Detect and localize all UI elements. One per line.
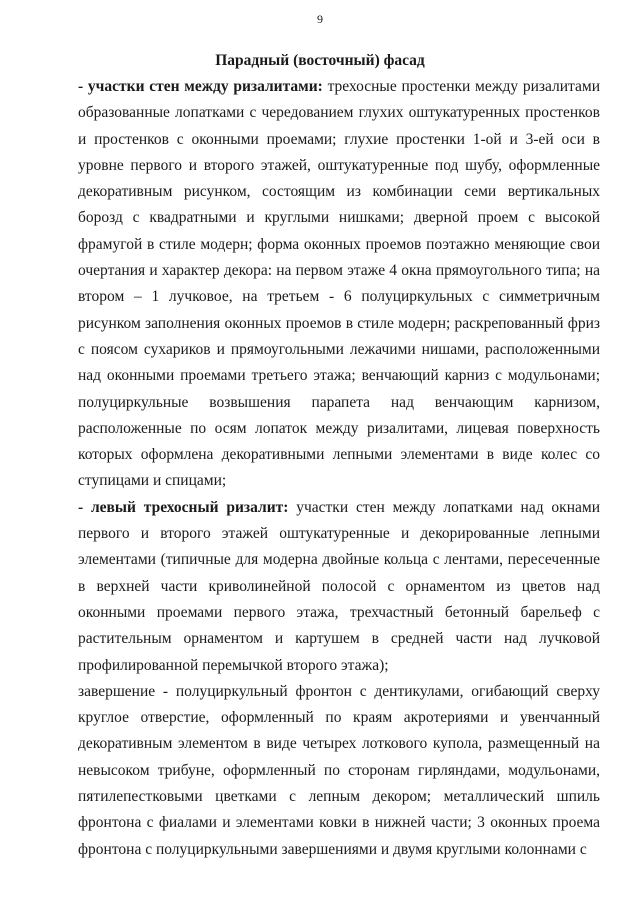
page-number: 9 bbox=[317, 12, 323, 26]
paragraph-left-risalit bbox=[78, 495, 600, 679]
paragraph-text: завершение - полуциркульный фронтон с дентикулами, огибающий сверху круглое отверстие, оформленный по краям акротериями и увенчанный декоративным элементом в виде четырех лоткового купола, размещенный на невысоком трибуне, оформленный по сторонам гирляндами, модульонами, пятилепестковыми цветками с лепным декором; металлический шпиль фронтона с фиалами и элементами ковки в нижней части; 3 оконных проема фронтона с полуциркульными завершениями и двумя круглыми колоннами с bbox=[78, 682, 600, 858]
paragraph-lead: - участки стен между ризалитами: bbox=[78, 78, 323, 95]
paragraph-completion bbox=[78, 679, 600, 863]
section-heading: Парадный (восточный) фасад bbox=[215, 52, 425, 69]
paragraph-text: участки стен между лопатками над окнами первого и второго этажей оштукатуренные и декорированные лепными элементами (типичные для модерна двойные кольца с лентами, пересеченные в верхней части криволинейной полосой с орнаментом из цветов над оконными проемами первого этажа, трехчастный бетонный барельеф с растительным орнаментом и картушем в средней части над лучковой профилированной перемычкой второго этажа); bbox=[78, 498, 600, 674]
body-text bbox=[78, 74, 600, 863]
paragraph-walls-between-risalits bbox=[78, 74, 600, 495]
paragraph-lead: - левый трехосный ризалит: bbox=[78, 498, 289, 516]
paragraph-text: трехосные простенки между ризалитами образованные лопатками с чередованием глухих оштукатуренных простенков и простенков с оконными проемами; глухие простенки 1-ой и 3-ей оси в уровне первого и второго этажей, оштукатуренные под шубу, оформленные декоративным рисунком, состоящим из комбинации семи вертикальных борозд с квадратными и круглыми нишками; дверной проем с высокой фрамугой в стиле модерн; форма оконных проемов поэтажно меняющие свои очертания и характер декора: на первом этаже 4 окна прямоугольного типа; на втором – 1 лучковое, на третьем - 6 полуциркульных с симметричным рисунком заполнения оконных проемов в стиле модерн; раскрепованный фриз с поясом сухариков и прямоугольными лежачими нишами, расположенными над оконными проемами третьего этажа; венчающий карниз с модульонами; полуциркульные возвышения парапета над венчающим карнизом, расположенные по осям лопаток между ризалитами, лицевая поверхность которых оформлена декоративными лепными элементами в виде колес со ступицами и спицами; bbox=[78, 78, 600, 490]
